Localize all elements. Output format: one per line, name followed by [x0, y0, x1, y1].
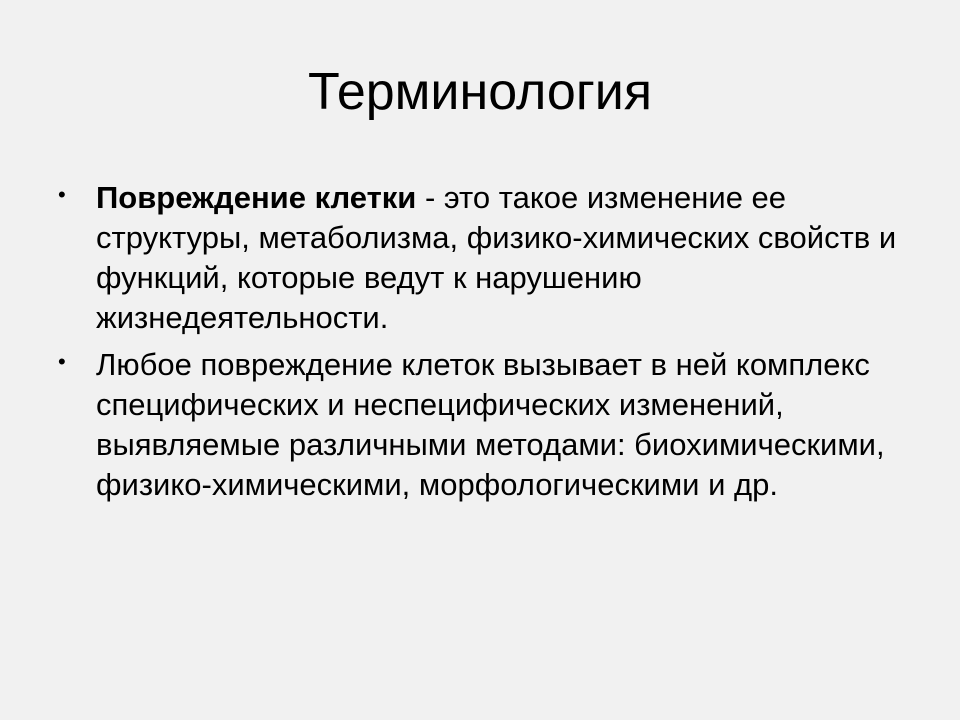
bullet-text: - это такое изменение ее структуры, метаболизма, физико-химических свойств и функций, которые ведут к нарушению жизнедеятельности. [96, 180, 897, 335]
bullet-text: Любое повреждение клеток вызывает в ней комплекс специфических и неспецифических изменений, выявляемые различными методами: биохимическими, физико-химическими, морфологическими и др. [96, 347, 885, 502]
bullet-item-cell-damage [58, 178, 908, 338]
bullet-item-damage-effects [58, 345, 908, 505]
slide-title: Терминология [308, 63, 652, 121]
bullet-term: Повреждение клетки [96, 180, 417, 215]
bullet-icon: • [58, 349, 66, 374]
bullet-icon: • [58, 182, 66, 207]
bullet-list [58, 178, 908, 512]
